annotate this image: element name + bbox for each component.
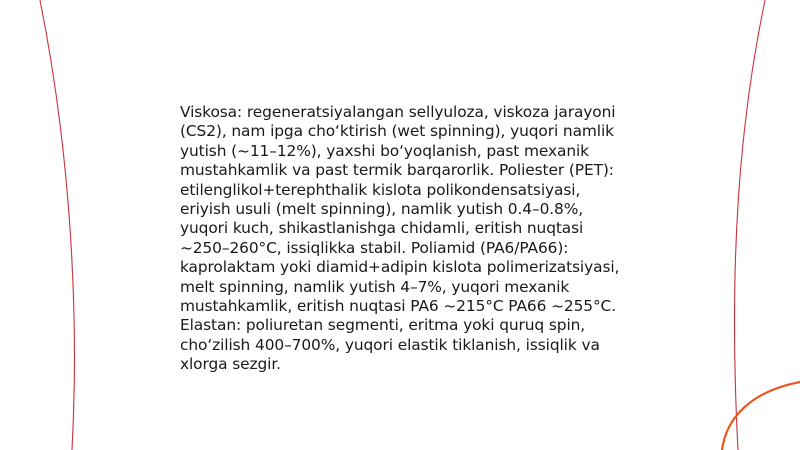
orange-arc bbox=[722, 382, 800, 450]
body-text: Viskosa: regeneratsiyalangan sellyuloza, viskoza jarayoni (CS2), nam ipga cho‘ktirish (wet spinning), yuqori namlik yutish (~11–12%), yaxshi bo‘yoqlanish, past mexanik mustahkamlik va past termik barqarorlik. Poliester (PET): etilenglikol+terephthalik kislota polikondensatsiyasi, eriyish usuli (melt spinning), namlik yutish 0.4–0.8%, yuqori kuch, shikastlanishga chidamli, eritish nuqtasi ~250–260°C, issiqlikka stabil. Poliamid (PA6/PA66): kaprolaktam yoki diamid+adipin kislota polimerizatsiyasi, melt spinning, namlik yutish 4–7%, yuqori mexanik mustahkamlik, eritish nuqtasi PA6 ~215°C PA66 ~255°C. Elastan: poliuretan segmenti, eritma yoki quruq spin, cho‘zilish 400–700%, yuqori elastik tiklanish, issiqlik va xlorga sezgir. bbox=[180, 103, 620, 374]
left-arc bbox=[40, 0, 74, 450]
right-arc bbox=[734, 0, 765, 450]
